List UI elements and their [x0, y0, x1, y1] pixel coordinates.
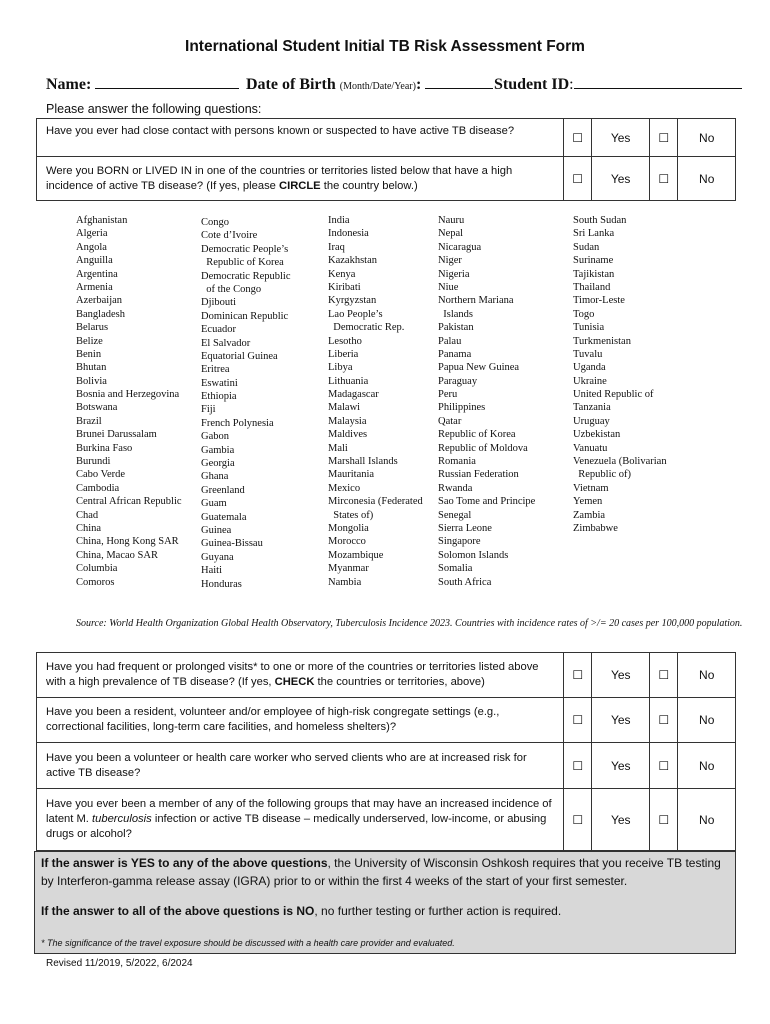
yes-option: Yes — [592, 157, 650, 201]
country-item: Philippines — [438, 402, 486, 414]
country-item: Guinea — [201, 524, 232, 536]
no-checkbox[interactable] — [650, 157, 678, 201]
yes-option: Yes — [592, 653, 650, 698]
country-item: Myanmar — [328, 563, 369, 575]
country-item: Yemen — [573, 496, 603, 508]
checkbox-icon: ☐ — [658, 668, 670, 682]
tuberculosis-italic: tuberculosis — [92, 813, 152, 825]
name-input[interactable] — [95, 74, 239, 89]
country-item: Papua New Guinea — [438, 362, 520, 374]
country-item: Singapore — [438, 536, 481, 548]
country-item: Fiji — [201, 404, 216, 416]
dob-input[interactable] — [425, 74, 493, 89]
country-item: Niger — [438, 255, 462, 267]
source-citation: Source: World Health Organization Global Health Observatory, Tuberculosis Incidence 2023. Countries with incidence rates of >/= 20 cases per 100,000 population. — [76, 618, 743, 629]
country-item: Sierra Leone — [438, 522, 492, 534]
country-item: Kyrgyzstan — [328, 295, 377, 307]
country-column-1 — [76, 214, 182, 589]
no-checkbox[interactable] — [650, 119, 678, 157]
country-item: Burundi — [76, 456, 111, 468]
country-item: Nambia — [328, 576, 362, 588]
student-id-colon: : — [569, 76, 574, 93]
no-option: No — [678, 789, 736, 851]
country-item: South Sudan — [573, 215, 627, 226]
country-item: Mali — [328, 442, 348, 454]
country-item: Northern Mariana — [438, 295, 514, 307]
country-item: Nepal — [438, 228, 464, 240]
country-item: Guatemala — [201, 511, 247, 523]
country-item: Sri Lanka — [573, 228, 615, 240]
checkbox-icon: ☐ — [658, 758, 670, 773]
question-row-health-care-worker — [37, 743, 736, 789]
country-item: Togo — [573, 308, 595, 320]
country-item: Democratic People’s — [201, 243, 289, 255]
country-item: Venezuela (Bolivarian — [573, 456, 667, 468]
country-item: China — [76, 522, 102, 534]
country-item: Bosnia and Herzegovina — [76, 389, 180, 401]
country-item: Vietnam — [573, 482, 609, 494]
no-option: No — [678, 157, 736, 201]
country-item: Qatar — [438, 415, 462, 427]
country-item: Liberia — [328, 348, 359, 360]
country-item: Belarus — [76, 322, 109, 334]
no-option: No — [678, 119, 736, 157]
country-item: Angola — [76, 241, 107, 253]
yes-checkbox[interactable] — [564, 789, 592, 851]
country-item: Cote d’Ivoire — [201, 230, 258, 242]
checkbox-icon: ☐ — [658, 171, 670, 186]
country-item: China, Macao SAR — [76, 549, 158, 561]
country-item: of the Congo — [201, 283, 262, 295]
country-item: Mirconesia (Federated — [328, 496, 423, 508]
yes-option: Yes — [592, 743, 650, 789]
question-text: Were you BORN or LIVED IN in one of the countries or territories listed below that have a high incidence of active TB disease? (If yes, please CIRCLE the country below.) — [37, 157, 564, 201]
questions-table-bottom — [36, 652, 736, 851]
country-item: Eswatini — [201, 377, 238, 389]
country-item: Bolivia — [76, 375, 107, 387]
country-item: Madagascar — [328, 389, 379, 401]
country-item: Zambia — [573, 509, 606, 521]
checkbox-icon: ☐ — [572, 668, 584, 682]
country-item: Bhutan — [76, 362, 107, 374]
country-item: Azerbaijan — [76, 295, 123, 307]
yes-instruction: If the answer is YES to any of the above questions, the University of Wisconsin Oshkosh requires that you receive TB testing by Interferon-gamma release assay (IGRA) prior to or within the first 4 weeks of the start of your first semester. — [41, 856, 721, 888]
country-item: Islands — [438, 308, 473, 320]
country-item: Brazil — [76, 415, 102, 427]
country-item: Maldives — [328, 429, 368, 441]
country-item: Republic of Moldova — [438, 442, 528, 454]
checkbox-icon: ☐ — [572, 130, 583, 145]
result-instructions-box — [34, 851, 736, 954]
country-item: Pakistan — [438, 322, 474, 334]
country-item: Greenland — [201, 484, 245, 496]
questions-table-top — [36, 118, 736, 201]
question-text: Have you had frequent or prolonged visits* to one or more of the countries or territories listed above with a high prevalence of TB disease? (If yes, CHECK the countries or territories, above) — [37, 653, 564, 698]
country-column-2 — [201, 216, 291, 591]
country-item: Suriname — [573, 255, 614, 267]
question-text: Have you ever had close contact with persons known or suspected to have active TB disease? — [37, 119, 564, 157]
country-item: Lithuania — [328, 375, 369, 387]
country-item: Ethiopia — [201, 391, 237, 403]
checkbox-icon: ☐ — [572, 171, 583, 186]
yes-checkbox[interactable] — [564, 743, 592, 789]
country-item: Djibouti — [201, 297, 237, 309]
instructions-prompt: Please answer the following questions: — [46, 102, 262, 116]
country-item: Dominican Republic — [201, 310, 289, 322]
yes-option: Yes — [592, 789, 650, 851]
country-item: Democratic Republic — [201, 270, 291, 282]
country-item: Ukraine — [573, 375, 607, 387]
no-checkbox[interactable] — [650, 789, 678, 851]
country-item: Tanzania — [573, 402, 611, 414]
country-item: Nigeria — [438, 268, 470, 280]
country-item: Republic of) — [573, 469, 632, 481]
country-item: Lao People’s — [328, 308, 383, 320]
country-item: French Polynesia — [201, 417, 274, 429]
country-item: Peru — [438, 389, 458, 401]
country-item: El Salvador — [201, 337, 251, 349]
yes-checkbox[interactable] — [563, 157, 591, 201]
country-item: Malawi — [328, 402, 361, 414]
travel-footnote: * The significance of the travel exposure should be discussed with a health care provider and evaluated. — [41, 938, 455, 948]
country-item: Guinea-Bissau — [201, 538, 263, 550]
country-item: Kenya — [328, 268, 356, 280]
circle-emphasis: CIRCLE — [279, 179, 321, 192]
country-item: Uzbekistan — [573, 429, 621, 441]
country-item: Morocco — [328, 536, 366, 548]
country-item: Vanuatu — [573, 442, 608, 454]
country-item: Niue — [438, 281, 459, 293]
country-item: Malaysia — [328, 415, 367, 427]
country-item: States of) — [328, 509, 374, 521]
yes-checkbox[interactable] — [564, 698, 592, 743]
no-instruction: If the answer to all of the above questions is NO, no further testing or further action is required. — [41, 904, 562, 918]
country-item: Gambia — [201, 444, 235, 456]
country-item: Libya — [328, 362, 353, 374]
country-item: Mongolia — [328, 522, 369, 534]
country-item: Mauritania — [328, 469, 375, 481]
country-item: Paraguay — [438, 375, 478, 387]
country-item: Ecuador — [201, 324, 236, 336]
checkbox-icon: ☐ — [572, 713, 584, 727]
country-item: Tajikistan — [573, 268, 615, 280]
dob-colon: : — [415, 76, 422, 93]
student-id-label: Student ID — [494, 76, 570, 93]
question-text: Have you ever been a member of any of the following groups that may have an increased incidence of latent M. tuberculosis infection or active TB disease – medically underserved, low-income, or abusing drugs or alcohol? — [37, 789, 564, 851]
no-checkbox[interactable] — [650, 698, 678, 743]
dob-format-hint: (Month/Date/Year) — [339, 81, 416, 92]
form-title: International Student Initial TB Risk Assessment Form — [185, 38, 585, 55]
country-item: Gabon — [201, 431, 229, 443]
country-item: Panama — [438, 348, 472, 360]
country-item: Honduras — [201, 578, 242, 590]
dob-label: Date of Birth — [246, 76, 336, 93]
country-item: Nicaragua — [438, 241, 482, 253]
checkbox-icon: ☐ — [658, 130, 670, 145]
checkbox-icon: ☐ — [572, 812, 584, 827]
country-item: Guyana — [201, 551, 234, 563]
name-field-group — [46, 74, 239, 94]
country-item: Brunei Darussalam — [76, 429, 157, 441]
country-item: Afghanistan — [76, 215, 128, 226]
country-item: Senegal — [438, 509, 472, 521]
country-item: Eritrea — [201, 364, 230, 376]
country-item: Chad — [76, 509, 99, 521]
no-option: No — [678, 743, 736, 789]
revision-date: Revised 11/2019, 5/2022, 6/2024 — [46, 958, 193, 969]
country-item: Russian Federation — [438, 469, 519, 481]
question-row-visits — [37, 653, 736, 698]
check-emphasis: CHECK — [274, 676, 315, 688]
student-id-field-group — [494, 74, 742, 94]
question-row-born-lived — [37, 157, 736, 201]
country-item: United Republic of — [573, 389, 654, 401]
country-item: Sudan — [573, 241, 600, 253]
country-item: Uruguay — [573, 415, 610, 427]
country-item: Algeria — [76, 228, 108, 240]
country-item: Marshall Islands — [328, 456, 398, 468]
yes-checkbox[interactable] — [564, 653, 592, 698]
country-item: Indonesia — [328, 228, 369, 240]
country-item: Cambodia — [76, 482, 120, 494]
country-item: Nauru — [438, 215, 465, 226]
country-item: Ghana — [201, 471, 229, 483]
checkbox-icon: ☐ — [658, 713, 670, 727]
checkbox-icon: ☐ — [572, 758, 584, 773]
country-item: Burkina Faso — [76, 442, 133, 454]
country-item: South Africa — [438, 576, 492, 588]
country-item: Central African Republic — [76, 496, 182, 508]
country-item: Romania — [438, 456, 476, 468]
question-row-high-risk-groups — [37, 789, 736, 851]
country-item: India — [328, 215, 350, 226]
yes-option: Yes — [592, 119, 650, 157]
country-item: Kazakhstan — [328, 255, 377, 267]
country-item: Botswana — [76, 402, 118, 414]
country-column-4 — [438, 214, 535, 589]
question-text: Have you been a resident, volunteer and/or employee of high-risk congregate settings (e.g., correctional facilities, long-term care facilities, and homeless shelters)? — [37, 698, 564, 743]
no-checkbox[interactable] — [650, 743, 678, 789]
country-item: Comoros — [76, 576, 115, 588]
country-item: Columbia — [76, 563, 118, 575]
country-item: Iraq — [328, 241, 345, 253]
no-option: No — [678, 698, 736, 743]
country-item: Armenia — [76, 281, 113, 293]
country-item: Belize — [76, 335, 103, 347]
yes-checkbox[interactable] — [563, 119, 591, 157]
checkbox-icon: ☐ — [658, 812, 670, 827]
country-item: Somalia — [438, 563, 473, 575]
country-item: Cabo Verde — [76, 469, 126, 481]
no-option: No — [678, 653, 736, 698]
question-row-congregate-settings — [37, 698, 736, 743]
country-column-5 — [573, 214, 667, 535]
country-item: Mexico — [328, 482, 361, 494]
country-item: Benin — [76, 348, 102, 360]
country-item: Tunisia — [573, 322, 605, 334]
country-item: Kiribati — [328, 281, 361, 293]
country-item: China, Hong Kong SAR — [76, 536, 179, 548]
country-item: Timor-Leste — [573, 295, 625, 307]
country-item: Republic of Korea — [201, 257, 284, 269]
country-item: Georgia — [201, 458, 235, 470]
country-item: Palau — [438, 335, 462, 347]
country-item: Thailand — [573, 281, 611, 293]
country-column-3 — [328, 214, 423, 589]
country-item: Republic of Korea — [438, 429, 516, 441]
country-item: Rwanda — [438, 482, 473, 494]
country-item: Tuvalu — [573, 348, 603, 360]
question-text: Have you been a volunteer or health care worker who served clients who are at increased risk for active TB disease? — [37, 743, 564, 789]
country-item: Lesotho — [328, 335, 362, 347]
country-item: Turkmenistan — [573, 335, 631, 347]
country-item: Haiti — [201, 565, 222, 577]
country-item: Mozambique — [328, 549, 384, 561]
question-row-close-contact — [37, 119, 736, 157]
country-item: Bangladesh — [76, 308, 125, 320]
country-item: Sao Tome and Principe — [438, 496, 536, 508]
country-item: Solomon Islands — [438, 549, 509, 561]
dob-field-group — [246, 74, 493, 94]
yes-option: Yes — [592, 698, 650, 743]
country-item: Democratic Rep. — [328, 322, 405, 334]
country-item: Congo — [201, 217, 230, 228]
no-checkbox[interactable] — [650, 653, 678, 698]
country-item: Argentina — [76, 268, 118, 280]
student-id-input[interactable] — [574, 74, 742, 89]
country-item: Equatorial Guinea — [201, 350, 278, 362]
country-item: Zimbabwe — [573, 522, 618, 534]
name-label: Name: — [46, 76, 92, 93]
country-item: Guam — [201, 498, 227, 510]
country-item: Uganda — [573, 362, 606, 374]
country-item: Anguilla — [76, 255, 113, 267]
